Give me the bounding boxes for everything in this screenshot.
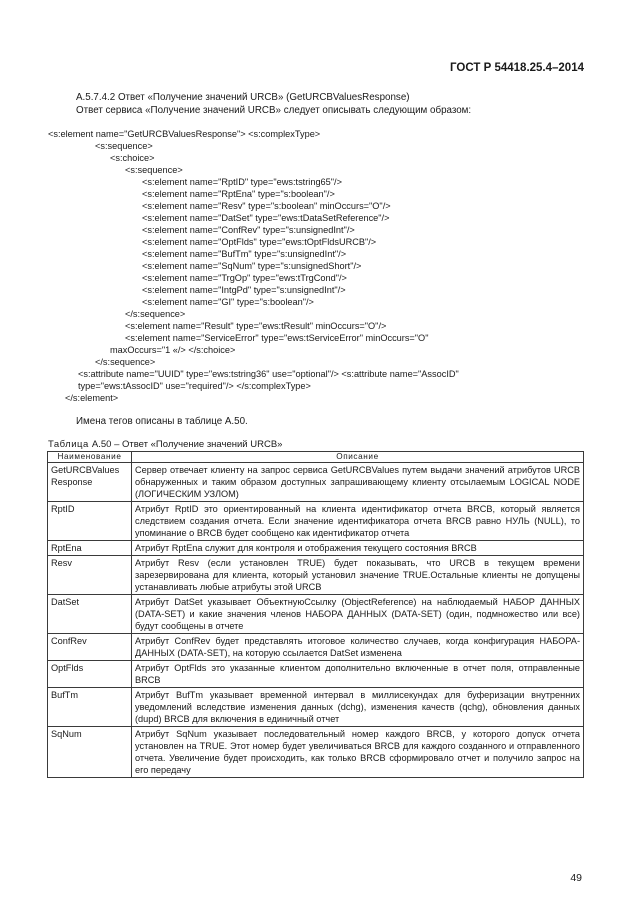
table-row bbox=[48, 463, 584, 502]
attribute-description: Атрибут RptEna служит для контроля и отображения текущего состояния BRCB bbox=[132, 541, 584, 556]
attribute-name: RptID bbox=[48, 502, 132, 541]
attribute-description: Атрибут SqNum указывает последовательный номер каждого BRCB, у которого допуск отчета установлен на TRUE. Этот номер будет увеличиваться BRCB для каждого созданного и отправленного отчета. Увеличение будет происходить, как только BRCB сформировало отчет и получило запрос на его передачу bbox=[132, 727, 584, 778]
attribute-name: Resv bbox=[48, 556, 132, 595]
table-row bbox=[48, 502, 584, 541]
table-row bbox=[48, 688, 584, 727]
column-header-description: Описание bbox=[132, 452, 584, 463]
code-line: <s:element name="SqNum" type="s:unsignedShort"/> bbox=[142, 261, 362, 271]
table-row bbox=[48, 634, 584, 661]
intro-sentence: Ответ сервиса «Получение значений URCB» следует описывать следующим образом: bbox=[76, 105, 472, 116]
attribute-description: Сервер отвечает клиенту на запрос сервиса GetURCBValues путем выдачи значений атрибутов URCB обнаруженных и таким образом доступных запрашивающему клиенту отсылаемым LOGICAL NODE (ЛОГИЧЕСКИМ УЗЛОМ) bbox=[132, 463, 584, 502]
column-header-name: Наименование bbox=[48, 452, 132, 463]
code-line: <s:element name="Resv" type="s:boolean" minOccurs="O"/> bbox=[142, 201, 391, 211]
code-line: <s:element name="IntgPd" type="s:unsignedInt"/> bbox=[142, 285, 346, 295]
table-row bbox=[48, 727, 584, 778]
code-line: </s:element> bbox=[65, 393, 119, 403]
code-line: <s:sequence> bbox=[95, 141, 153, 151]
code-line: <s:element name="Result" type="ews:tResult" minOccurs="O"/> bbox=[125, 321, 387, 331]
table-row bbox=[48, 541, 584, 556]
code-line: <s:element name="BufTm" type="s:unsignedInt"/> bbox=[142, 249, 347, 259]
attribute-description: Атрибут Resv (если установлен TRUE) будет показывать, что URCB в текущем времени зарезервирована для клиента, который установил значение TRUE.Остальные клиенты не допущены устанавливать любые атрибуты этой URCB bbox=[132, 556, 584, 595]
code-line: <s:choice> bbox=[110, 153, 155, 163]
attribute-name: OptFlds bbox=[48, 661, 132, 688]
attribute-name: RptEna bbox=[48, 541, 132, 556]
table-header-row bbox=[48, 452, 584, 463]
code-line: <s:element name="ServiceError" type="ews:tServiceError" minOccurs="O" bbox=[125, 333, 429, 343]
attribute-description: Атрибут RptID это ориентированный на клиента идентификатор отчета BRCB, который является следствием создания отчета. Если значение идентификатора отчета BRCB равно НУЛЬ (NULL), то упоминание о BRCB будет сообщено как идентификатор отчета bbox=[132, 502, 584, 541]
code-line: <s:element name="GI" type="s:boolean"/> bbox=[142, 297, 314, 307]
code-line: <s:element name="RptID" type="ews:tstring65"/> bbox=[142, 177, 342, 187]
table-row bbox=[48, 595, 584, 634]
table-row bbox=[48, 556, 584, 595]
attribute-name: SqNum bbox=[48, 727, 132, 778]
table-caption bbox=[48, 439, 282, 450]
section-heading: А.5.7.4.2 Ответ «Получение значений URCB» (GetURCBValuesResponse) bbox=[76, 92, 410, 103]
attribute-name: DatSet bbox=[48, 595, 132, 634]
table-caption-label: Таблица bbox=[48, 439, 89, 450]
attribute-name: GetURCBValues Response bbox=[48, 463, 132, 502]
attributes-table bbox=[47, 451, 584, 778]
code-line: <s:attribute name="UUID" type="ews:tstring36" use="optional"/> <s:attribute name="AssocID" bbox=[78, 369, 459, 379]
attribute-description: Атрибут OptFlds это указанные клиентом дополнительно включенные в отчет поля, отправленные BRCB bbox=[132, 661, 584, 688]
attribute-description: Атрибут BufTm указывает временной интервал в миллисекундах для буферизации внутренних уведомлений вследствие изменения данных (dchg), изменения качеств (qchg), обновления данных (dupd) BRCB для включения в единичный отчет bbox=[132, 688, 584, 727]
code-line: <s:sequence> bbox=[125, 165, 183, 175]
table-reference-note: Имена тегов описаны в таблице А.50. bbox=[76, 416, 248, 427]
document-standard-id: ГОСТ Р 54418.25.4–2014 bbox=[450, 62, 584, 74]
code-line: <s:element name="RptEna" type="s:boolean"/> bbox=[142, 189, 335, 199]
code-line: <s:element name="OptFlds" type="ews:tOptFldsURCB"/> bbox=[142, 237, 377, 247]
table-caption-title: А.50 – Ответ «Получение значений URCB» bbox=[91, 439, 283, 450]
code-line: <s:element name="ConfRev" type="s:unsignedInt"/> bbox=[142, 225, 355, 235]
attribute-description: Атрибут ConfRev будет представлять итоговое количество случаев, когда конфигурация НАБОРА-ДАННЫХ (DATA-SET), на которую ссылается DatSet изменена bbox=[132, 634, 584, 661]
code-line: type="ews:tAssocID" use="required"/> </s:complexType> bbox=[78, 381, 311, 391]
page-number: 49 bbox=[570, 872, 582, 884]
code-line: <s:element name="DatSet" type="ews:tDataSetReference"/> bbox=[142, 213, 390, 223]
code-line: </s:sequence> bbox=[125, 309, 186, 319]
code-line: <s:element name="TrgOp" type="ews:tTrgCond"/> bbox=[142, 273, 347, 283]
code-line: <s:element name="GetURCBValuesResponse"> <s:complexType> bbox=[48, 129, 321, 139]
table-row bbox=[48, 661, 584, 688]
attribute-name: ConfRev bbox=[48, 634, 132, 661]
attribute-description: Атрибут DatSet указывает ОбъектнуюСсылку (ObjectReference) на наблюдаемый НАБОР ДАННЫХ (DATA-SET) и какие значения членов НАБОРА ДАННЫХ (DATA-SET) (один, подмножество или все) будут сообщены в отчете bbox=[132, 595, 584, 634]
code-line: maxOccurs="1 «/> </s:choice> bbox=[110, 345, 236, 355]
attribute-name: BufTm bbox=[48, 688, 132, 727]
code-line: </s:sequence> bbox=[95, 357, 156, 367]
